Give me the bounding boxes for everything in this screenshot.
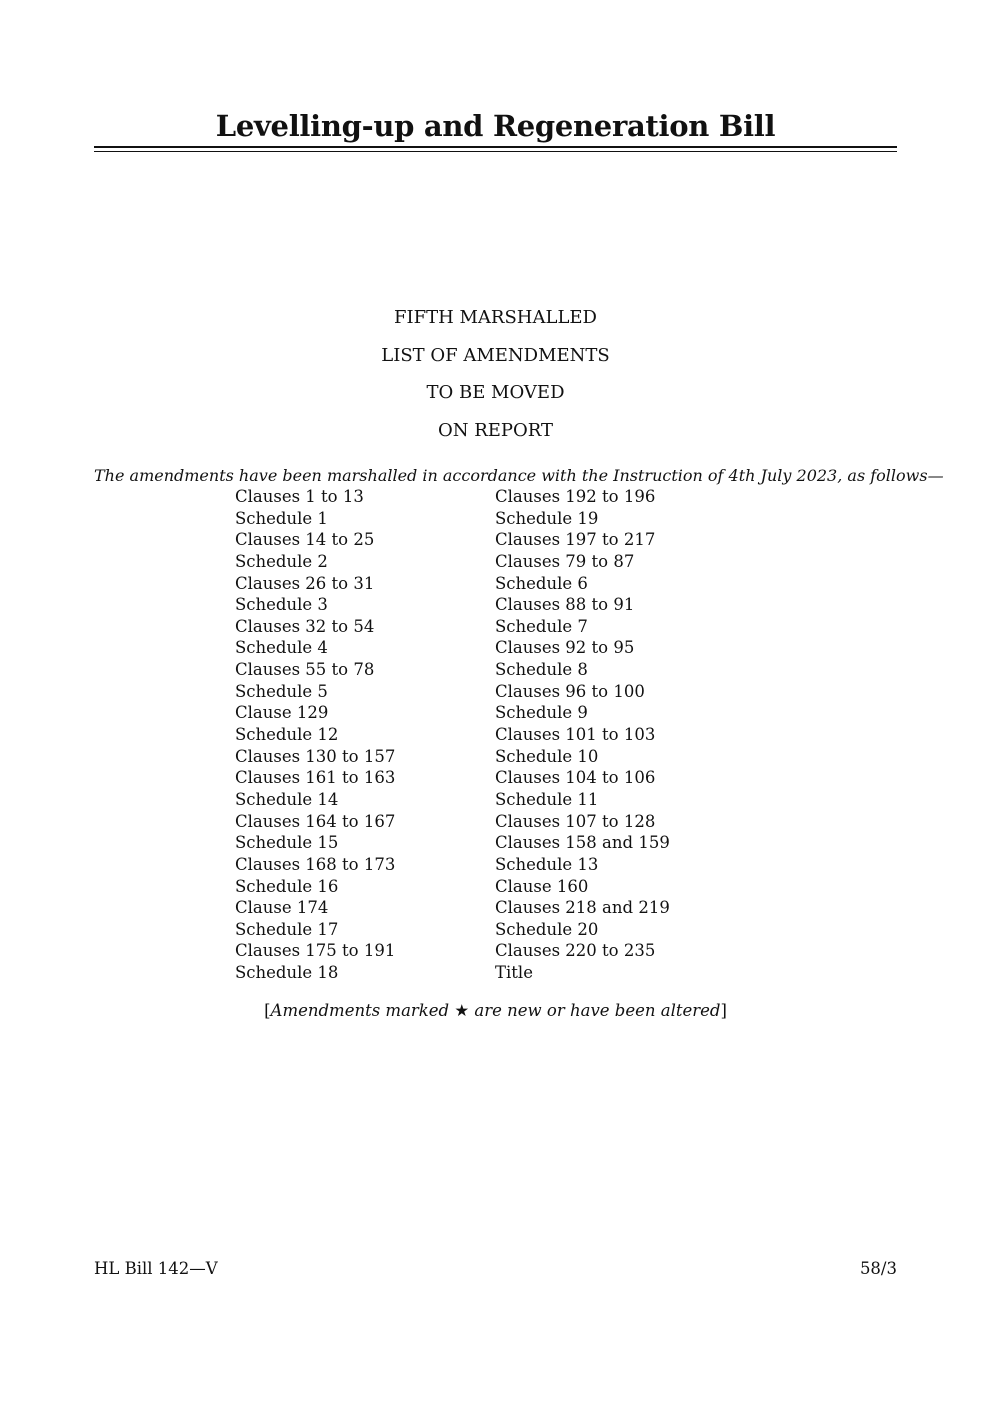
order-item: Clauses 55 to 78 <box>235 660 375 680</box>
order-item: Title <box>495 963 533 983</box>
order-item: Clauses 104 to 106 <box>495 768 656 788</box>
order-item: Clauses 26 to 31 <box>235 573 375 593</box>
order-item: Clauses 1 to 13 <box>235 487 364 506</box>
order-item: Clauses 96 to 100 <box>495 681 645 701</box>
order-item: Schedule 13 <box>495 854 599 874</box>
heading-line: FIFTH MARSHALLED <box>393 307 597 328</box>
heading-line: TO BE MOVED <box>426 382 565 403</box>
marshalling-intro: The amendments have been marshalled in accordance with the Instruction of 4th July 2023, as follows— <box>94 466 944 485</box>
order-item: Schedule 9 <box>495 703 588 723</box>
order-item: Schedule 8 <box>495 660 588 680</box>
note-text-after: are new or have been altered <box>469 1001 721 1020</box>
order-item: Clauses 107 to 128 <box>495 811 656 831</box>
order-column-left <box>235 486 485 984</box>
page-reference: 58/3 <box>859 1259 897 1278</box>
order-item: Clauses 101 to 103 <box>495 725 656 745</box>
order-item: Clauses 192 to 196 <box>495 487 656 506</box>
order-item: Clauses 218 and 219 <box>495 898 670 918</box>
order-item: Schedule 16 <box>235 876 339 896</box>
order-item: Clauses 164 to 167 <box>235 811 396 831</box>
order-item: Schedule 7 <box>495 616 588 636</box>
order-item: Schedule 11 <box>495 789 599 809</box>
heading-line: ON REPORT <box>437 419 554 441</box>
order-item: Clause 174 <box>235 898 329 918</box>
order-item: Schedule 4 <box>235 638 328 658</box>
order-item: Schedule 12 <box>235 725 339 745</box>
order-item: Schedule 1 <box>235 508 328 528</box>
order-item: Clauses 130 to 157 <box>235 746 396 766</box>
order-item: Schedule 5 <box>235 681 328 701</box>
order-item: Schedule 3 <box>235 595 328 615</box>
order-item: Clauses 32 to 54 <box>235 616 375 636</box>
order-item: Schedule 2 <box>235 551 328 571</box>
order-item: Clauses 92 to 95 <box>495 638 635 658</box>
star-icon: ★ <box>454 1001 470 1020</box>
bill-title: Levelling-up and Regeneration Bill <box>215 109 776 143</box>
note-text-before: Amendments marked <box>270 1001 455 1020</box>
order-item: Clauses 220 to 235 <box>495 941 656 961</box>
order-item: Clauses 79 to 87 <box>495 551 635 571</box>
heading-line: LIST OF AMENDMENTS <box>381 344 610 366</box>
order-item: Clauses 168 to 173 <box>235 854 396 874</box>
order-item: Clauses 197 to 217 <box>495 530 656 550</box>
order-item: Schedule 20 <box>495 919 599 939</box>
order-item: Schedule 6 <box>495 573 588 593</box>
bill-reference: HL Bill 142—V <box>94 1259 218 1278</box>
order-item: Schedule 10 <box>495 746 599 766</box>
order-item: Schedule 19 <box>495 508 599 528</box>
order-item: Schedule 14 <box>235 789 339 809</box>
order-item: Clauses 161 to 163 <box>235 768 396 788</box>
order-item: Schedule 17 <box>235 919 339 939</box>
order-item: Clauses 158 and 159 <box>495 833 670 853</box>
note-bracket-open: [ <box>264 1001 271 1020</box>
order-item: Clause 129 <box>235 703 329 723</box>
order-column-right <box>495 486 745 984</box>
order-item: Clauses 14 to 25 <box>235 530 375 550</box>
order-item: Clause 160 <box>495 876 589 896</box>
order-item: Schedule 18 <box>235 963 339 983</box>
list-heading <box>0 299 991 449</box>
order-item: Clauses 175 to 191 <box>235 941 396 961</box>
title-rule-thin <box>94 151 897 152</box>
order-item: Schedule 15 <box>235 833 339 853</box>
altered-amendments-note <box>0 1000 991 1022</box>
title-rule-thick <box>94 146 897 148</box>
note-bracket-close: ] <box>720 1001 727 1020</box>
order-item: Clauses 88 to 91 <box>495 595 635 615</box>
